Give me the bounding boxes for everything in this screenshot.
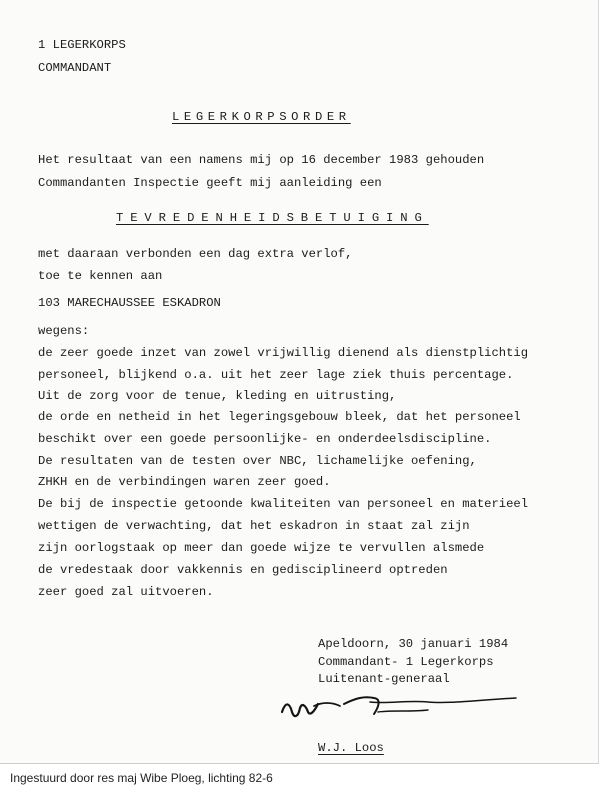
reason-line: wegens: <box>38 324 90 338</box>
reason-line: zijn oorlogstaak op meer dan goede wijze te vervullen alsmede <box>38 541 485 555</box>
place-date: Apeldoorn, 30 januari 1984 <box>318 637 509 651</box>
signatory-name: W.J. Loos <box>318 741 384 755</box>
reason-line: de vredestaak door vakkennis en gedisciplineerd optreden <box>38 563 448 577</box>
submission-caption: Ingestuurd door res maj Wibe Ploeg, lichting 82-6 <box>10 771 273 785</box>
reason-line: beschikt over een goede persoonlijke- en onderdeelsdiscipline. <box>38 432 492 446</box>
intro-line-1: Het resultaat van een namens mij op 16 december 1983 gehouden <box>38 153 485 167</box>
reason-line: wettigen de verwachting, dat het eskadron in staat zal zijn <box>38 519 470 533</box>
reason-line: Uit de zorg voor de tenue, kleding en uitrusting, <box>38 389 397 403</box>
reason-line: ZHKH en de verbindingen waren zeer goed. <box>38 475 331 489</box>
reason-line: de zeer goede inzet van zowel vrijwillig dienend als dienstplichtig <box>38 346 529 360</box>
signatory-rank: Luitenant-generaal <box>318 672 450 686</box>
award-line-1: met daaraan verbonden een dag extra verlof, <box>38 247 353 261</box>
reason-line: De bij de inspectie getoonde kwaliteiten van personeel en materieel <box>38 497 529 511</box>
award-heading: TEVREDENHEIDSBETUIGING <box>116 211 429 225</box>
unit-name: 103 MARECHAUSSEE ESKADRON <box>38 296 221 310</box>
reason-line: de orde en netheid in het legeringsgebouw bleek, dat het personeel <box>38 410 521 424</box>
reason-line: personeel, blijkend o.a. uit het zeer lage ziek thuis percentage. <box>38 368 514 382</box>
reason-line: zeer goed zal uitvoeren. <box>38 585 214 599</box>
reason-line: De resultaten van de testen over NBC, lichamelijke oefening, <box>38 454 477 468</box>
signatory-role: Commandant- 1 Legerkorps <box>318 655 494 669</box>
intro-line-2: Commandanten Inspectie geeft mij aanleiding een <box>38 176 382 190</box>
award-line-2: toe te kennen aan <box>38 269 163 283</box>
document-title: LEGERKORPSORDER <box>172 110 351 124</box>
handwritten-signature <box>278 682 528 734</box>
header-role: COMMANDANT <box>38 61 112 75</box>
header-unit: 1 LEGERKORPS <box>38 38 126 52</box>
